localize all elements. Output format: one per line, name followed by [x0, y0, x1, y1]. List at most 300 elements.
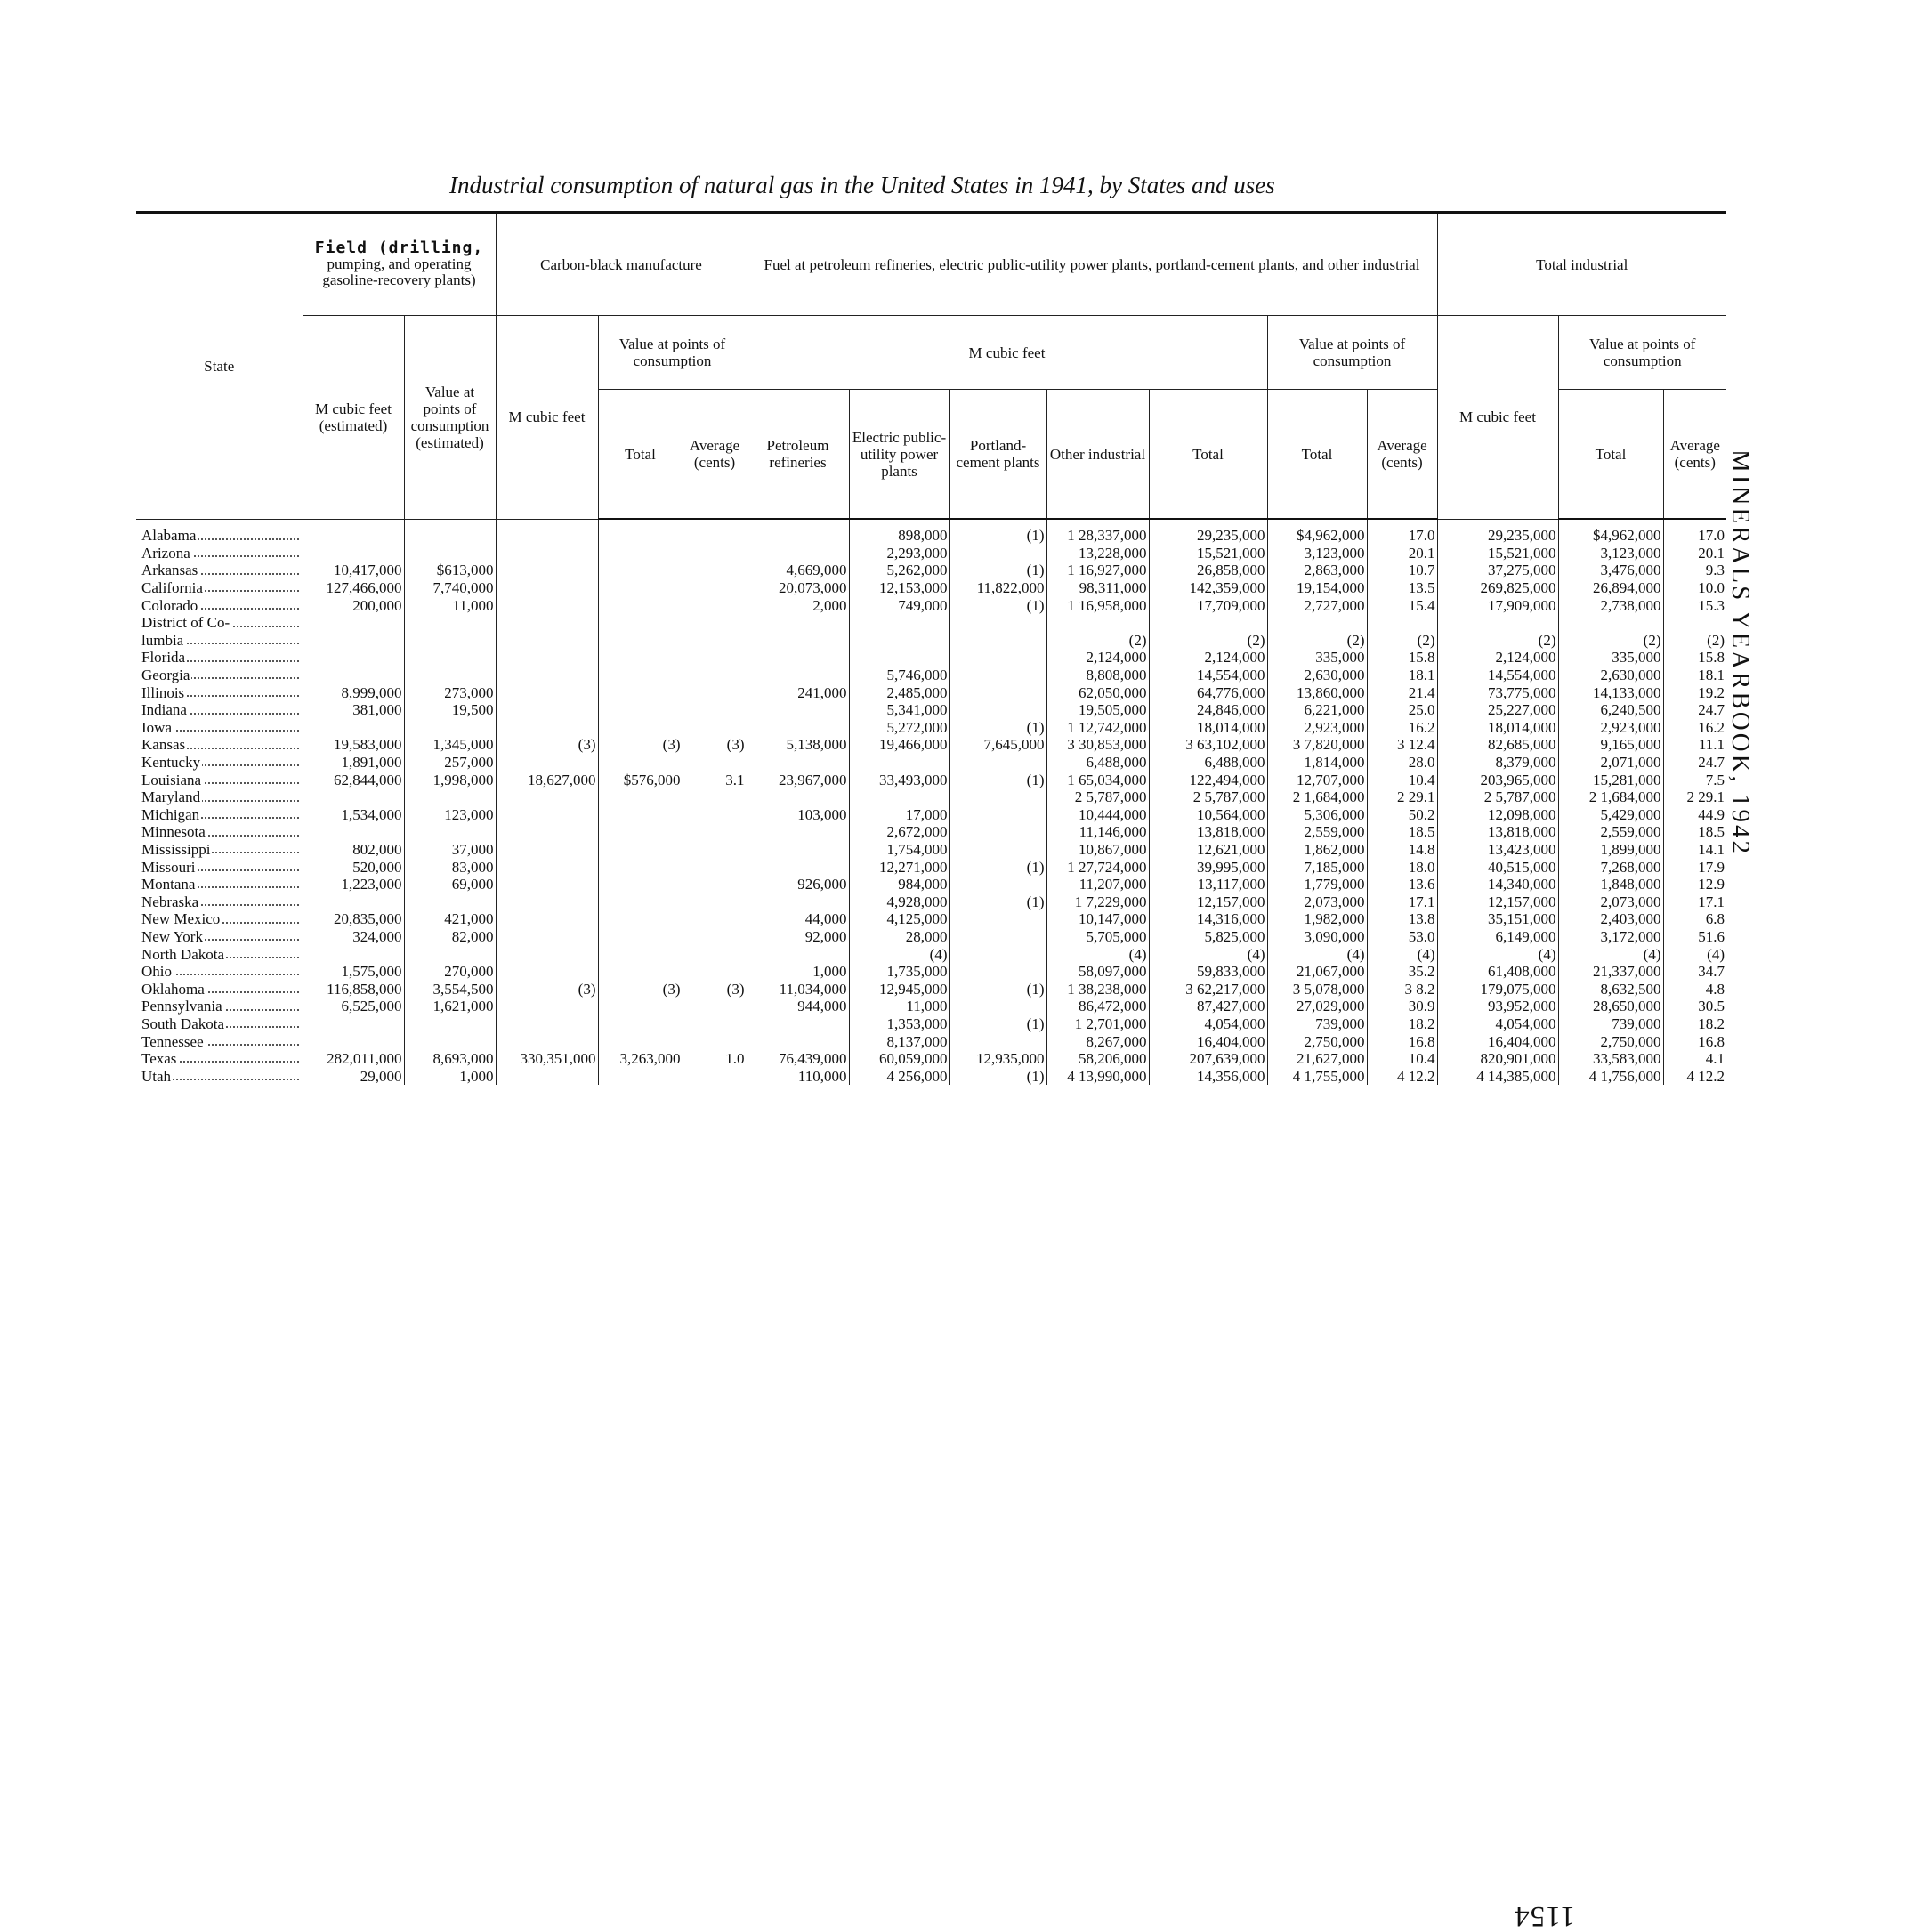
- table-cell: [949, 649, 1046, 667]
- table-cell: [747, 788, 849, 806]
- table-row: [136, 562, 1726, 579]
- table-cell: [683, 1067, 747, 1085]
- table-cell: [849, 754, 949, 772]
- table-cell: 127,466,000: [303, 579, 404, 597]
- table-cell: 12,707,000: [1267, 771, 1367, 788]
- table-cell: [404, 945, 496, 963]
- table-cell: [496, 788, 598, 806]
- table-cell: [1267, 614, 1367, 632]
- table-cell: [598, 998, 683, 1015]
- state-label: Pennsylvania: [141, 998, 222, 1015]
- table-cell: [949, 963, 1046, 981]
- table-cell: [949, 701, 1046, 719]
- table-cell: 10.4: [1367, 771, 1437, 788]
- table-cell: (1): [949, 519, 1046, 545]
- table-cell: 1,779,000: [1267, 876, 1367, 893]
- table-cell: [598, 806, 683, 824]
- table-cell: 23,967,000: [747, 771, 849, 788]
- table-cell: (1): [949, 980, 1046, 998]
- table-cell: 6,149,000: [1437, 928, 1558, 946]
- table-cell: [747, 701, 849, 719]
- electric-utility-header: Electric public-utility power plants: [849, 390, 949, 520]
- table-cell: 1,000: [404, 1067, 496, 1085]
- table-row: [136, 754, 1726, 772]
- table-body: [136, 519, 1726, 1085]
- table-cell: 1,621,000: [404, 998, 496, 1015]
- table-cell: 207,639,000: [1149, 1050, 1267, 1068]
- table-cell: 2,293,000: [849, 545, 949, 562]
- table-row: [136, 823, 1726, 841]
- state-cell: [136, 683, 303, 701]
- petroleum-refineries-header: Petroleum refineries: [747, 390, 849, 520]
- table-cell: 2,630,000: [1267, 667, 1367, 684]
- table-cell: [683, 910, 747, 928]
- table-cell: 8,693,000: [404, 1050, 496, 1068]
- table-cell: [1437, 614, 1558, 632]
- table-cell: 2,071,000: [1558, 754, 1663, 772]
- table-cell: 3 63,102,000: [1149, 736, 1267, 754]
- table-cell: [598, 788, 683, 806]
- table-cell: 6,240,500: [1558, 701, 1663, 719]
- table-cell: 6,221,000: [1267, 701, 1367, 719]
- table-cell: 11.1: [1663, 736, 1726, 754]
- table-cell: [303, 632, 404, 650]
- table-cell: (2): [1367, 632, 1437, 650]
- table-cell: [747, 649, 849, 667]
- table-cell: 7,268,000: [1558, 858, 1663, 876]
- table-cell: 15.8: [1663, 649, 1726, 667]
- table-cell: 241,000: [747, 683, 849, 701]
- table-cell: 4 12.2: [1367, 1067, 1437, 1085]
- total-value-header: Value at points of consumption: [1558, 316, 1726, 390]
- table-cell: [496, 683, 598, 701]
- table-cell: 12,621,000: [1149, 841, 1267, 859]
- table-cell: 381,000: [303, 701, 404, 719]
- table-row: [136, 1050, 1726, 1068]
- state-label: Maryland: [141, 788, 201, 806]
- table-cell: 7,740,000: [404, 579, 496, 597]
- table-cell: 4.8: [1663, 980, 1726, 998]
- table-cell: [496, 754, 598, 772]
- table-cell: [949, 806, 1046, 824]
- table-cell: 34.7: [1663, 963, 1726, 981]
- table-cell: 15.4: [1367, 596, 1437, 614]
- state-cell: [136, 632, 303, 650]
- carbon-black-total-header: Total: [598, 390, 683, 520]
- table-cell: 3,123,000: [1558, 545, 1663, 562]
- table-cell: 4,054,000: [1149, 1015, 1267, 1033]
- table-cell: [747, 1015, 849, 1033]
- table-cell: 1,575,000: [303, 963, 404, 981]
- table-cell: 8,267,000: [1046, 1032, 1149, 1050]
- table-cell: 4 13,990,000: [1046, 1067, 1149, 1085]
- table-cell: (1): [949, 858, 1046, 876]
- carbon-black-group-header: Carbon-black manufacture: [496, 213, 747, 316]
- table-cell: 14,554,000: [1437, 667, 1558, 684]
- table-cell: 8,137,000: [849, 1032, 949, 1050]
- table-cell: [303, 719, 404, 737]
- table-cell: 1 2,701,000: [1046, 1015, 1149, 1033]
- table-cell: 1,353,000: [849, 1015, 949, 1033]
- table-cell: 2 1,684,000: [1558, 788, 1663, 806]
- table-cell: (2): [1558, 632, 1663, 650]
- table-cell: 12,098,000: [1437, 806, 1558, 824]
- table-cell: 142,359,000: [1149, 579, 1267, 597]
- table-row: [136, 683, 1726, 701]
- table-cell: 29,235,000: [1149, 519, 1267, 545]
- table-cell: 802,000: [303, 841, 404, 859]
- table-cell: 103,000: [747, 806, 849, 824]
- table-cell: [496, 876, 598, 893]
- state-cell: [136, 771, 303, 788]
- table-cell: 898,000: [849, 519, 949, 545]
- table-cell: [598, 545, 683, 562]
- table-cell: 2,403,000: [1558, 910, 1663, 928]
- table-cell: 44.9: [1663, 806, 1726, 824]
- state-label: New Mexico: [141, 910, 221, 928]
- state-label: Arkansas: [141, 562, 198, 579]
- table-cell: [598, 519, 683, 545]
- state-label: Arizona: [141, 544, 190, 562]
- table-cell: [949, 1032, 1046, 1050]
- table-cell: 3,123,000: [1267, 545, 1367, 562]
- fuel-value-header: Value at points of consumption: [1267, 316, 1437, 390]
- table-cell: [949, 632, 1046, 650]
- table-cell: 20,835,000: [303, 910, 404, 928]
- table-cell: 29,235,000: [1437, 519, 1558, 545]
- table-cell: 273,000: [404, 683, 496, 701]
- table-cell: 3 7,820,000: [1267, 736, 1367, 754]
- table-cell: 179,075,000: [1437, 980, 1558, 998]
- table-row: [136, 963, 1726, 981]
- table-cell: $4,962,000: [1267, 519, 1367, 545]
- table-cell: [598, 1032, 683, 1050]
- table-cell: 11,000: [849, 998, 949, 1015]
- table-cell: 19,505,000: [1046, 701, 1149, 719]
- table-cell: 53.0: [1367, 928, 1437, 946]
- table-cell: [303, 614, 404, 632]
- table-cell: 116,858,000: [303, 980, 404, 998]
- table-cell: [849, 788, 949, 806]
- table-row: [136, 545, 1726, 562]
- table-cell: [496, 1015, 598, 1033]
- table-cell: [683, 632, 747, 650]
- table-cell: [747, 858, 849, 876]
- table-cell: [598, 841, 683, 859]
- state-label: Georgia: [141, 667, 190, 684]
- table-cell: 13.5: [1367, 579, 1437, 597]
- table-cell: 6.8: [1663, 910, 1726, 928]
- table-cell: 5,138,000: [747, 736, 849, 754]
- table-cell: [949, 614, 1046, 632]
- table-cell: [683, 945, 747, 963]
- table-cell: 2,738,000: [1558, 596, 1663, 614]
- state-cell: [136, 545, 303, 562]
- field-mcf-header: M cubic feet (estimated): [303, 316, 404, 520]
- table-cell: 28.0: [1367, 754, 1437, 772]
- table-cell: [598, 893, 683, 910]
- state-cell: [136, 614, 303, 632]
- table-cell: 2,124,000: [1437, 649, 1558, 667]
- table-cell: 11,822,000: [949, 579, 1046, 597]
- table-cell: 269,825,000: [1437, 579, 1558, 597]
- table-row: [136, 667, 1726, 684]
- table-cell: [1558, 614, 1663, 632]
- state-cell: [136, 596, 303, 614]
- table-cell: [404, 519, 496, 545]
- state-cell: [136, 519, 303, 545]
- table-cell: (4): [1558, 945, 1663, 963]
- table-cell: (4): [1046, 945, 1149, 963]
- table-cell: 8,632,500: [1558, 980, 1663, 998]
- table-cell: 28,000: [849, 928, 949, 946]
- table-cell: 10.4: [1367, 1050, 1437, 1068]
- table-cell: 4,669,000: [747, 562, 849, 579]
- table-cell: [598, 667, 683, 684]
- table-cell: 2 1,684,000: [1267, 788, 1367, 806]
- table-cell: 15.3: [1663, 596, 1726, 614]
- table-cell: [747, 823, 849, 841]
- table-cell: 76,439,000: [747, 1050, 849, 1068]
- table-cell: 44,000: [747, 910, 849, 928]
- state-cell: [136, 910, 303, 928]
- table-cell: 69,000: [404, 876, 496, 893]
- table-cell: [303, 893, 404, 910]
- table-cell: 19,154,000: [1267, 579, 1367, 597]
- table-cell: 40,515,000: [1437, 858, 1558, 876]
- table-cell: (3): [598, 980, 683, 998]
- table-cell: [496, 719, 598, 737]
- table-row: [136, 998, 1726, 1015]
- table-cell: 12,271,000: [849, 858, 949, 876]
- table-cell: 1 16,927,000: [1046, 562, 1149, 579]
- state-cell: [136, 928, 303, 946]
- fuel-average-header: Average (cents): [1367, 390, 1437, 520]
- table-cell: 14,554,000: [1149, 667, 1267, 684]
- table-cell: 2,000: [747, 596, 849, 614]
- table-cell: 10.0: [1663, 579, 1726, 597]
- state-cell: [136, 736, 303, 754]
- table-cell: 51.6: [1663, 928, 1726, 946]
- table-cell: 13,228,000: [1046, 545, 1149, 562]
- table-cell: 83,000: [404, 858, 496, 876]
- table-cell: 14,340,000: [1437, 876, 1558, 893]
- table-cell: 73,775,000: [1437, 683, 1558, 701]
- table-cell: [683, 545, 747, 562]
- table-cell: 4,054,000: [1437, 1015, 1558, 1033]
- table-row: [136, 806, 1726, 824]
- consumption-table: [136, 211, 1726, 1085]
- state-cell: [136, 963, 303, 981]
- table-cell: 17,709,000: [1149, 596, 1267, 614]
- state-cell: [136, 806, 303, 824]
- table-cell: [404, 545, 496, 562]
- table-cell: [598, 945, 683, 963]
- state-label: New York: [141, 927, 203, 945]
- table-cell: [404, 893, 496, 910]
- table-cell: 5,825,000: [1149, 928, 1267, 946]
- table-cell: [598, 910, 683, 928]
- table-cell: 8,379,000: [1437, 754, 1558, 772]
- table-cell: 1,814,000: [1267, 754, 1367, 772]
- table-cell: 27,029,000: [1267, 998, 1367, 1015]
- table-cell: (2): [1437, 632, 1558, 650]
- table-cell: [949, 754, 1046, 772]
- table-cell: (4): [1663, 945, 1726, 963]
- field-group-lead: Field (drilling,: [314, 238, 484, 257]
- table-cell: 820,901,000: [1437, 1050, 1558, 1068]
- table-cell: 1,754,000: [849, 841, 949, 859]
- table-cell: [1367, 614, 1437, 632]
- table-cell: 5,306,000: [1267, 806, 1367, 824]
- table-cell: 19,466,000: [849, 736, 949, 754]
- table-cell: 10,867,000: [1046, 841, 1149, 859]
- table-cell: 2,750,000: [1267, 1032, 1367, 1050]
- table-cell: 984,000: [849, 876, 949, 893]
- table-cell: $613,000: [404, 562, 496, 579]
- state-label: South Dakota: [141, 1015, 225, 1032]
- table-cell: [404, 1032, 496, 1050]
- table-cell: [683, 893, 747, 910]
- table-cell: 926,000: [747, 876, 849, 893]
- table-cell: [949, 910, 1046, 928]
- table-cell: [683, 858, 747, 876]
- table-cell: 37,000: [404, 841, 496, 859]
- table-cell: [683, 562, 747, 579]
- table-cell: [949, 945, 1046, 963]
- table-cell: [949, 545, 1046, 562]
- table-cell: 17.0: [1367, 519, 1437, 545]
- table-cell: [683, 649, 747, 667]
- table-cell: 20.1: [1663, 545, 1726, 562]
- table-cell: 12,945,000: [849, 980, 949, 998]
- table-cell: 11,207,000: [1046, 876, 1149, 893]
- table-cell: 4 1,756,000: [1558, 1067, 1663, 1085]
- table-cell: [496, 596, 598, 614]
- table-cell: 21,627,000: [1267, 1050, 1367, 1068]
- table-cell: 7.5: [1663, 771, 1726, 788]
- table-row: [136, 736, 1726, 754]
- table-cell: 26,894,000: [1558, 579, 1663, 597]
- table-cell: 12,157,000: [1437, 893, 1558, 910]
- state-label: Oklahoma: [141, 980, 205, 998]
- table-cell: 335,000: [1558, 649, 1663, 667]
- table-cell: [496, 562, 598, 579]
- table-cell: (1): [949, 893, 1046, 910]
- table-cell: 28,650,000: [1558, 998, 1663, 1015]
- table-cell: 18.5: [1367, 823, 1437, 841]
- state-label: Indiana: [141, 701, 187, 719]
- table-cell: 5,262,000: [849, 562, 949, 579]
- page-number: 1154: [1514, 1900, 1575, 1932]
- table-cell: 10,444,000: [1046, 806, 1149, 824]
- table-cell: [496, 928, 598, 946]
- table-cell: [598, 614, 683, 632]
- table-cell: [496, 701, 598, 719]
- table-cell: 18.0: [1367, 858, 1437, 876]
- table-cell: [598, 632, 683, 650]
- table-cell: 5,746,000: [849, 667, 949, 684]
- table-cell: 17,909,000: [1437, 596, 1558, 614]
- table-cell: [683, 823, 747, 841]
- table-row: [136, 632, 1726, 650]
- state-label: Missouri: [141, 858, 196, 876]
- table-cell: 92,000: [747, 928, 849, 946]
- fuel-group-header: Fuel at petroleum refineries, electric public-utility power plants, portland-cement plants, and other industrial: [747, 213, 1437, 316]
- table-cell: [496, 667, 598, 684]
- table-cell: [683, 754, 747, 772]
- table-cell: 1,848,000: [1558, 876, 1663, 893]
- table-cell: [683, 1032, 747, 1050]
- state-label: Florida: [141, 649, 186, 667]
- table-cell: 16.2: [1663, 719, 1726, 737]
- table-cell: 98,311,000: [1046, 579, 1149, 597]
- table-cell: 93,952,000: [1437, 998, 1558, 1015]
- table-cell: 16,404,000: [1437, 1032, 1558, 1050]
- table-cell: [404, 649, 496, 667]
- table-cell: 15,281,000: [1558, 771, 1663, 788]
- table-cell: 82,685,000: [1437, 736, 1558, 754]
- table-cell: 421,000: [404, 910, 496, 928]
- table-cell: [849, 632, 949, 650]
- table-cell: [598, 649, 683, 667]
- state-cell: [136, 667, 303, 684]
- table-cell: 14.1: [1663, 841, 1726, 859]
- table-cell: 10,564,000: [1149, 806, 1267, 824]
- table-cell: 15,521,000: [1149, 545, 1267, 562]
- table-cell: [949, 841, 1046, 859]
- table-cell: (1): [949, 1067, 1046, 1085]
- table-row: [136, 596, 1726, 614]
- table-cell: (1): [949, 719, 1046, 737]
- table-cell: (3): [598, 736, 683, 754]
- table-cell: 62,844,000: [303, 771, 404, 788]
- table-cell: [683, 701, 747, 719]
- table-cell: 2,923,000: [1267, 719, 1367, 737]
- table-row: [136, 614, 1726, 632]
- table-cell: 3.1: [683, 771, 747, 788]
- state-label: Nebraska: [141, 893, 199, 910]
- state-label: Alabama: [141, 527, 197, 545]
- table-cell: 17.1: [1367, 893, 1437, 910]
- table-cell: 1 27,724,000: [1046, 858, 1149, 876]
- table-cell: [598, 823, 683, 841]
- table-cell: 61,408,000: [1437, 963, 1558, 981]
- table-cell: [949, 876, 1046, 893]
- table-cell: [496, 519, 598, 545]
- table-cell: 24.7: [1663, 701, 1726, 719]
- table-cell: 21,337,000: [1558, 963, 1663, 981]
- table-cell: 20.1: [1367, 545, 1437, 562]
- table-cell: 26,858,000: [1149, 562, 1267, 579]
- table-cell: [949, 788, 1046, 806]
- table-cell: 18,014,000: [1437, 719, 1558, 737]
- field-value-header: Value at points of consumption (estimated): [404, 316, 496, 520]
- table-cell: 82,000: [404, 928, 496, 946]
- state-cell: [136, 649, 303, 667]
- table-cell: [496, 963, 598, 981]
- table-cell: 1 38,238,000: [1046, 980, 1149, 998]
- table-cell: 2 29.1: [1367, 788, 1437, 806]
- table-cell: [683, 963, 747, 981]
- table-cell: [598, 719, 683, 737]
- table-cell: 25,227,000: [1437, 701, 1558, 719]
- table-cell: (4): [1149, 945, 1267, 963]
- table-cell: [747, 893, 849, 910]
- table-cell: (2): [1046, 632, 1149, 650]
- table-cell: [949, 683, 1046, 701]
- state-cell: [136, 893, 303, 910]
